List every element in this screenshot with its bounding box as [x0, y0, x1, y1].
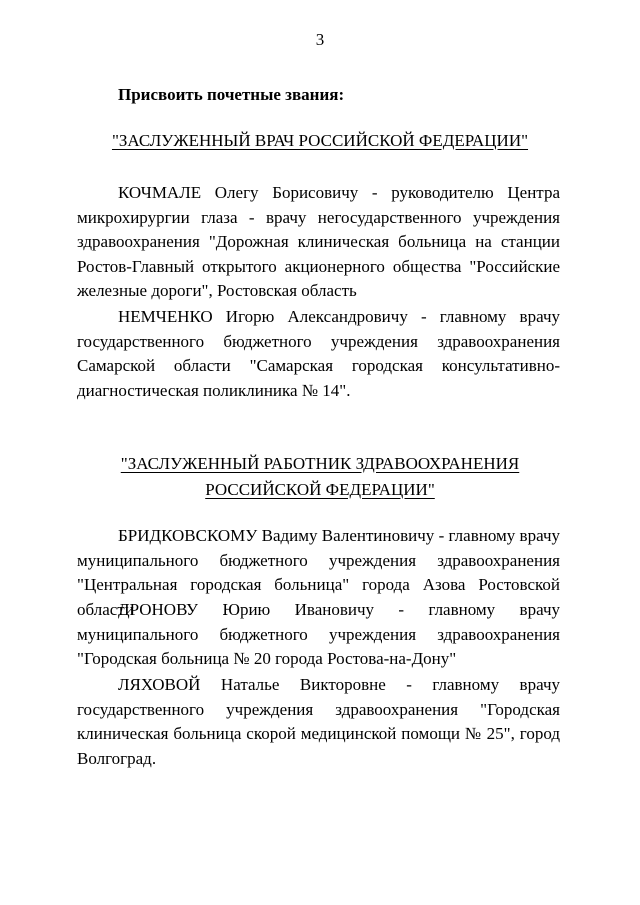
page-number: 3: [315, 30, 325, 49]
section-title-honored-doctor: [60, 128, 580, 154]
award-entry: ДРОНОВУ Юрию Ивановичу - главному врачу муниципального бюджетного учреждения здравоохранения "Городская больница № 20 города Ростова-на-Дону": [77, 600, 560, 668]
section-title-honored-health-worker: [60, 451, 580, 503]
award-entry: НЕМЧЕНКО Игорю Александровичу - главному врачу государственного бюджетного учреждения здравоохранения Самарской области "Самарская городская консультативно-диагностическая поликлиника № 14".: [77, 307, 560, 400]
award-entry: КОЧМАЛЕ Олегу Борисовичу - руководителю Центра микрохирургии глаза - врачу негосударственного учреждения здравоохранения "Дорожная клиническая больница на станции Ростов-Главный открытого акционерного общества "Российские железные дороги", Ростовская область: [77, 183, 560, 300]
award-entry: ЛЯХОВОЙ Наталье Викторовне - главному врачу государственного учреждения здравоохранения "Городская клиническая больница скорой медицинской помощи № 25", город Волгоград.: [77, 675, 560, 768]
award-entry: БРИДКОВСКОМУ Вадиму Валентиновичу - главному врачу муниципального бюджетного учреждения здравоохранения "Центральная городская больница" города Азова Ростовской области: [77, 526, 560, 619]
intro-heading: Присвоить почетные звания:: [118, 85, 345, 104]
section-title-line: "ЗАСЛУЖЕННЫЙ РАБОТНИК ЗДРАВООХРАНЕНИЯ: [120, 454, 520, 473]
section-title-line: РОССИЙСКОЙ ФЕДЕРАЦИИ": [205, 480, 435, 499]
section-title-line: "ЗАСЛУЖЕННЫЙ ВРАЧ РОССИЙСКОЙ ФЕДЕРАЦИИ": [111, 131, 529, 150]
